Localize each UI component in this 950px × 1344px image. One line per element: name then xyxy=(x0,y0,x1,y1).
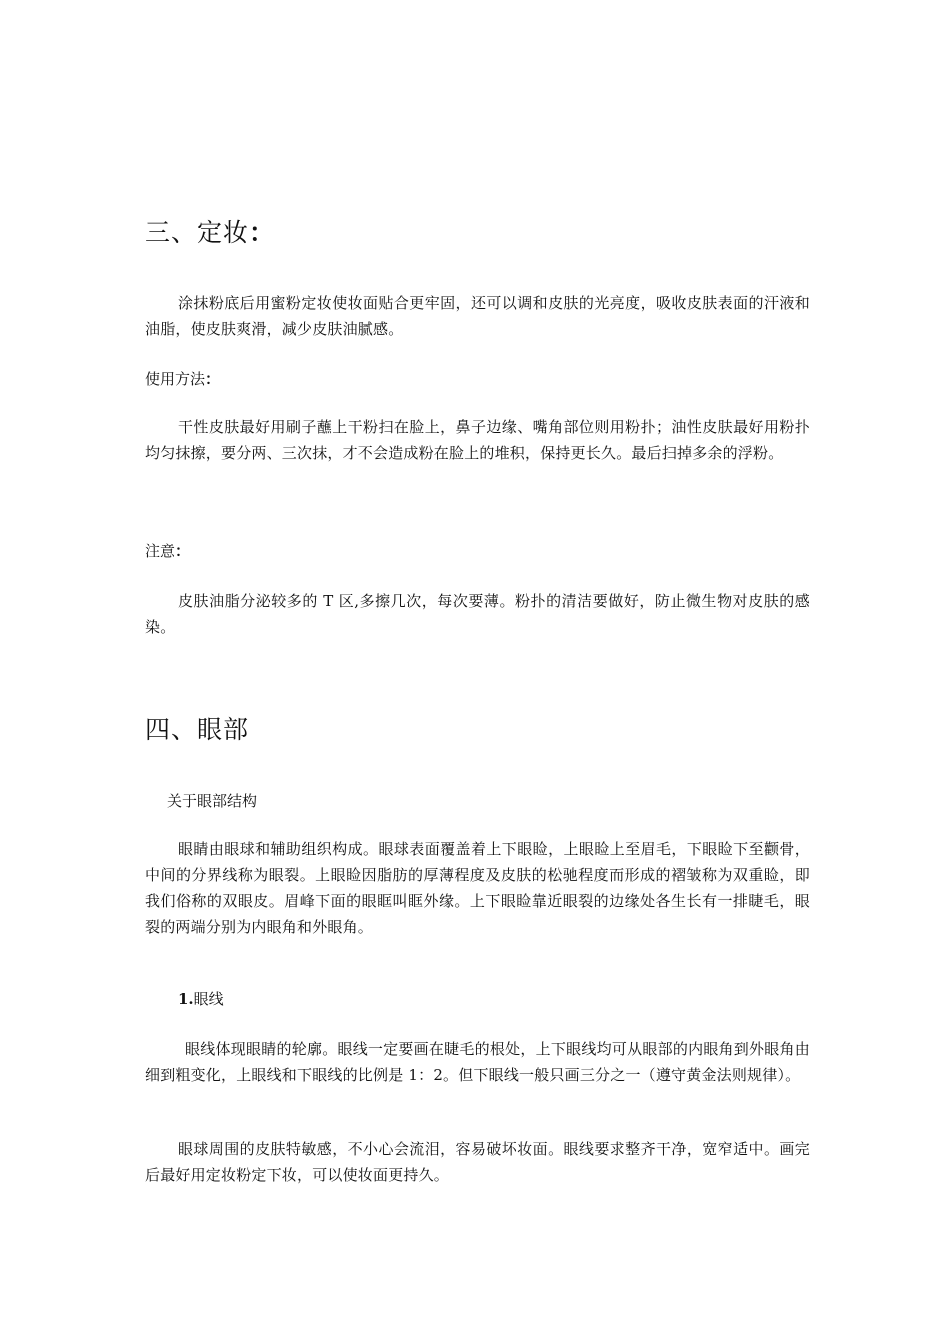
note-label-colon: ： xyxy=(175,542,191,560)
eyeliner-paragraph-1: 眼线体现眼睛的轮廓。眼线一定要画在睫毛的根处，上下眼线均可从眼部的内眼角到外眼角由细到粗变化，上眼线和下眼线的比例是 1：2。但下眼线一般只画三分之一（遵守黄金法则规律）。 xyxy=(145,1040,810,1084)
usage-paragraph: 干性皮肤最好用刷子蘸上干粉扫在脸上，鼻子边缘、嘴角部位则用粉扑；油性皮肤最好用粉扑均匀抹擦，要分两、三次抹，才不会造成粉在脸上的堆积，保持更长久。最后扫掉多余的浮粉。 xyxy=(145,418,810,462)
usage-label-colon: ： xyxy=(205,370,221,388)
section-4-heading: 四、眼部 xyxy=(145,715,250,744)
eyeliner-paragraph-2: 眼球周围的皮肤特敏感，不小心会流泪，容易破坏妆面。眼线要求整齐干净，宽窄适中。画完后最好用定妆粉定下妆，可以使妆面更持久。 xyxy=(145,1140,810,1184)
note-label-text: 注意 xyxy=(145,542,176,560)
section-3-heading xyxy=(145,217,810,249)
eye-structure-paragraph: 眼睛由眼球和辅助组织构成。眼球表面覆盖着上下眼睑，上眼睑上至眉毛，下眼睑下至颧骨，中间的分界线称为眼裂。上眼睑因脂肪的厚薄程度及皮肤的松驰程度而形成的褶皱称为双重睑，即我们俗称的双眼皮。眉峰下面的眼眶叫眶外缘。上下眼睑靠近眼裂的边缘处各生长有一排睫毛，眼裂的两端分别为内眼角和外眼角。 xyxy=(145,840,810,936)
note-paragraph: 皮肤油脂分泌较多的 T 区,多擦几次，每次要薄。粉扑的清洁要做好，防止微生物对皮肤的感染。 xyxy=(145,592,810,636)
section-3-intro: 涂抹粉底后用蜜粉定妆使妆面贴合更牢固，还可以调和皮肤的光亮度，吸收皮肤表面的汗液和油脂，使皮肤爽滑，减少皮肤油腻感。 xyxy=(145,294,810,338)
note-label xyxy=(145,538,810,564)
usage-label-text: 使用方法 xyxy=(145,370,206,388)
eyeliner-heading xyxy=(178,986,843,1012)
section-3-title: 三、定妆 xyxy=(145,218,250,247)
eyeliner-number: 1. xyxy=(178,990,194,1008)
usage-label xyxy=(145,366,810,392)
section-3-title-colon: ： xyxy=(249,218,276,247)
eye-structure-label: 关于眼部结构 xyxy=(167,792,258,810)
eyeliner-label: 眼线 xyxy=(193,990,224,1008)
